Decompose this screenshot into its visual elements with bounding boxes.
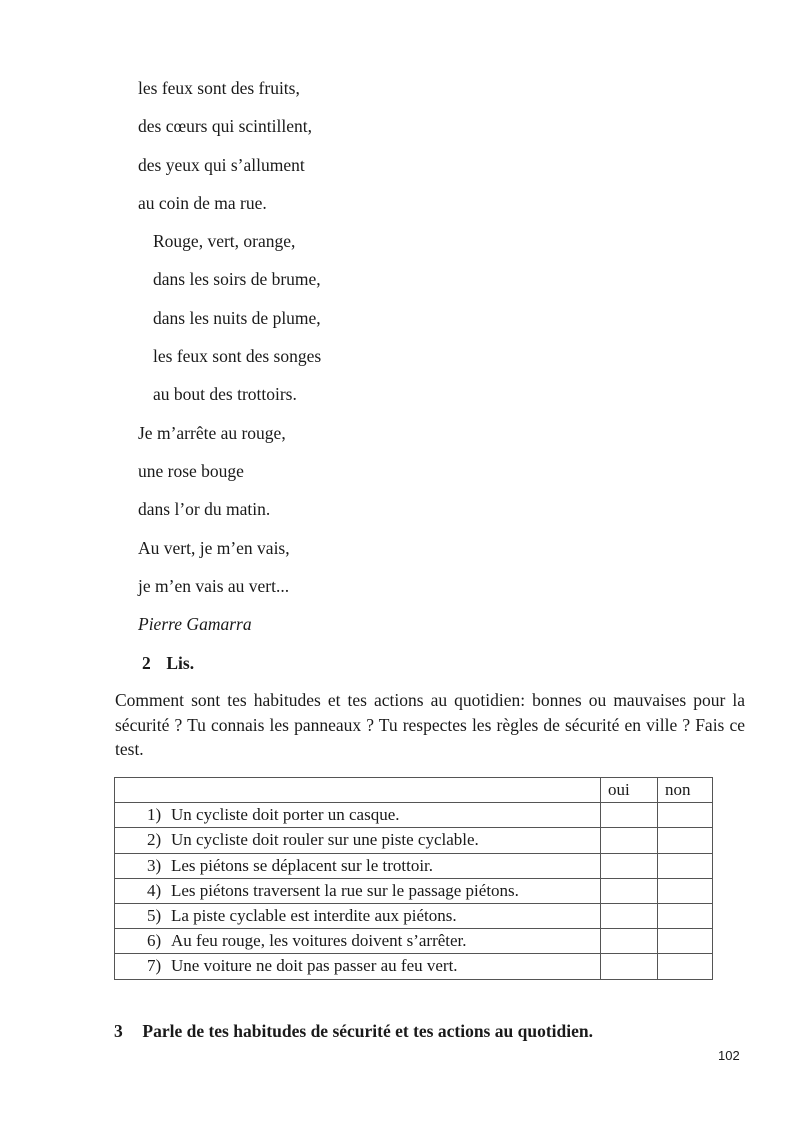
- question-cell: [115, 903, 601, 928]
- header-oui: oui: [601, 778, 658, 803]
- poem-line: dans les soirs de brume,: [153, 269, 321, 290]
- question-text: Une voiture ne doit pas passer au feu vert.: [171, 956, 458, 976]
- exercise-3-title: Parle de tes habitudes de sécurité et tes actions au quotidien.: [142, 1021, 593, 1041]
- poem-line: Au vert, je m’en vais,: [138, 537, 290, 558]
- question-cell: [115, 954, 601, 979]
- answer-oui-cell[interactable]: [601, 828, 658, 853]
- answer-oui-cell[interactable]: [601, 878, 658, 903]
- answer-non-cell[interactable]: [658, 878, 713, 903]
- exercise-2-intro: Comment sont tes habitudes et tes actions au quotidien: bonnes ou mauvaises pour la sécurité ? Tu connais les panneaux ? Tu respectes les règles de sécurité en ville ? Fais ce test.: [115, 690, 745, 759]
- question-text: Les piétons traversent la rue sur le passage piétons.: [171, 880, 519, 900]
- poem-line: des yeux qui s’allument: [138, 154, 305, 175]
- answer-oui-cell[interactable]: [601, 954, 658, 979]
- header-blank-cell: [115, 778, 601, 803]
- question-number: 1): [147, 805, 162, 825]
- exercise-2-heading: [142, 653, 194, 674]
- answer-oui-cell[interactable]: [601, 903, 658, 928]
- poem-line: Rouge, vert, orange,: [153, 231, 296, 252]
- poem-line: dans les nuits de plume,: [153, 307, 321, 328]
- answer-non-cell[interactable]: [658, 903, 713, 928]
- answer-oui-cell[interactable]: [601, 929, 658, 954]
- exercise-3-heading: [114, 1021, 593, 1042]
- question-cell: [115, 828, 601, 853]
- question-cell: [115, 929, 601, 954]
- question-number: 2): [147, 830, 162, 850]
- exercise-2-title: Lis.: [166, 653, 195, 673]
- safety-quiz-table: [114, 777, 713, 980]
- question-text: Les piétons se déplacent sur le trottoir.: [171, 855, 434, 875]
- poem-line: au coin de ma rue.: [138, 192, 267, 213]
- question-text: Un cycliste doit rouler sur une piste cyclable.: [171, 830, 479, 850]
- poem: [138, 75, 738, 649]
- question-cell: [115, 853, 601, 878]
- answer-non-cell[interactable]: [658, 954, 713, 979]
- question-number: 5): [147, 906, 162, 926]
- table-row: [115, 828, 713, 853]
- question-text: Au feu rouge, les voitures doivent s’arrêter.: [171, 931, 467, 951]
- question-number: 6): [147, 931, 162, 951]
- table-row: [115, 878, 713, 903]
- answer-oui-cell[interactable]: [601, 803, 658, 828]
- poem-line: des cœurs qui scintillent,: [138, 116, 313, 137]
- poem-line: dans l’or du matin.: [138, 499, 271, 520]
- poem-line: je m’en vais au vert...: [138, 575, 290, 596]
- table-row: [115, 954, 713, 979]
- answer-non-cell[interactable]: [658, 828, 713, 853]
- question-text: Un cycliste doit porter un casque.: [171, 805, 400, 825]
- poem-line: les feux sont des fruits,: [138, 78, 300, 98]
- poem-line: une rose bouge: [138, 460, 244, 481]
- table-row: [115, 853, 713, 878]
- table-row: [115, 903, 713, 928]
- question-text: La piste cyclable est interdite aux piétons.: [171, 906, 457, 926]
- answer-non-cell[interactable]: [658, 929, 713, 954]
- answer-oui-cell[interactable]: [601, 853, 658, 878]
- poem-line: au bout des trottoirs.: [153, 384, 297, 405]
- question-cell: [115, 878, 601, 903]
- page-number: 102: [718, 1048, 740, 1063]
- header-non: non: [658, 778, 713, 803]
- exercise-2-number: 2: [142, 653, 151, 673]
- table-row: [115, 929, 713, 954]
- poem-line: Je m’arrête au rouge,: [138, 422, 286, 443]
- poem-author: Pierre Gamarra: [138, 614, 252, 635]
- question-number: 7): [147, 956, 162, 976]
- question-number: 3): [147, 855, 162, 875]
- exercise-3-number: 3: [114, 1021, 123, 1041]
- question-number: 4): [147, 880, 162, 900]
- table-header-row: [115, 778, 713, 803]
- answer-non-cell[interactable]: [658, 853, 713, 878]
- answer-non-cell[interactable]: [658, 803, 713, 828]
- question-cell: [115, 803, 601, 828]
- table-row: [115, 803, 713, 828]
- poem-line: les feux sont des songes: [153, 346, 322, 367]
